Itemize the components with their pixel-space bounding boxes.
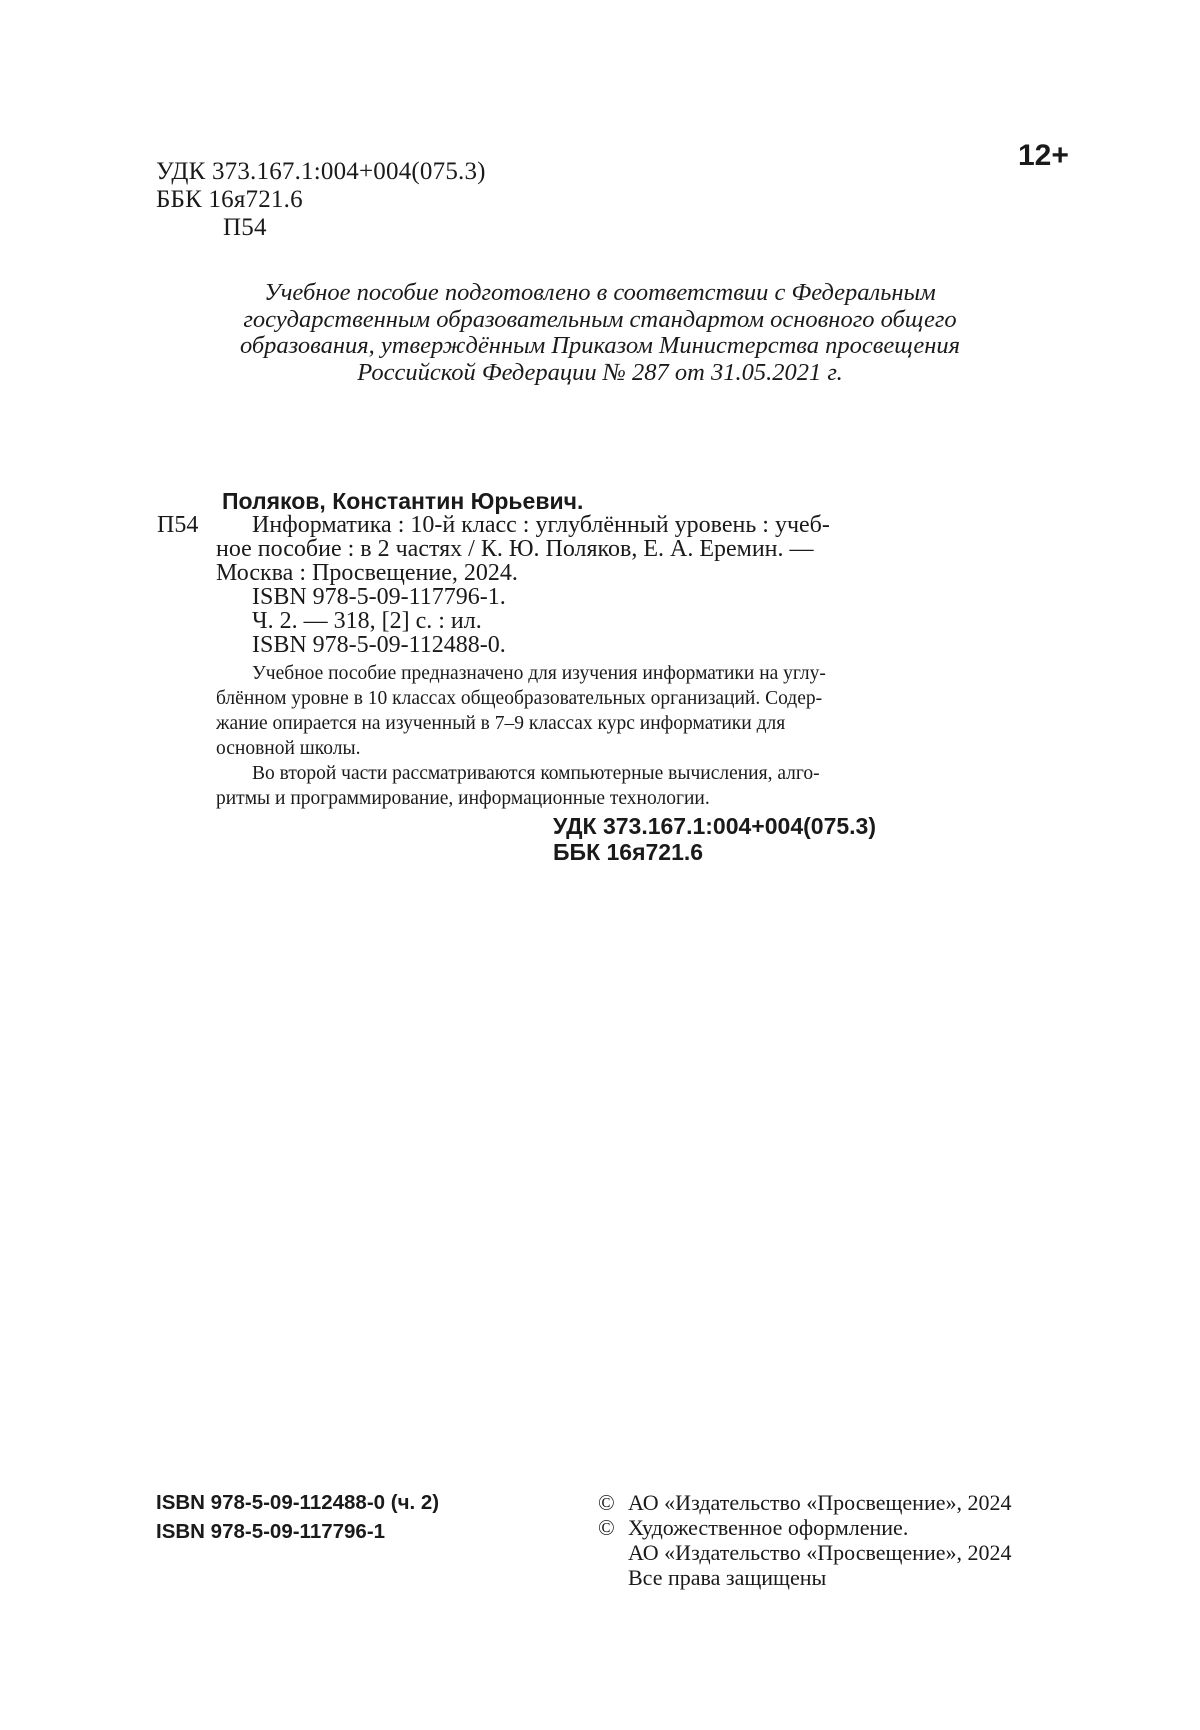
statement-line: Российской Федерации № 287 от 31.05.2021 г. [357, 358, 843, 386]
statement-line: образования, утверждённым Приказом Министерства просвещения [239, 332, 961, 359]
standard-compliance-statement [150, 280, 1050, 386]
card-annotation-line: ритмы и программирование, информационные технологии. [216, 788, 710, 809]
age-rating-badge: 12+ [1018, 139, 1069, 172]
card-annotation-line: жание опирается на изученный в 7–9 классах курс информатики для [216, 713, 786, 734]
copyright-text: АО «Издательство «Просвещение», 2024 [628, 1490, 1012, 1515]
card-bbk: ББК 16я721.6 [553, 839, 704, 865]
card-title-line: Информатика : 10-й класс : углублённый уровень : учеб- [252, 512, 830, 538]
copyright-line [598, 1515, 908, 1540]
card-title-line: Москва : Просвещение, 2024. [216, 560, 518, 586]
author-mark: П54 [223, 214, 267, 241]
card-annotation-line: блённом уровне в 10 классах общеобразовательных организаций. Содер- [216, 688, 823, 709]
copyright-line [598, 1490, 1012, 1515]
footer-isbn-common: ISBN 978-5-09-117796-1 [156, 1520, 386, 1543]
copyright-line: АО «Издательство «Просвещение», 2024 [628, 1540, 1012, 1565]
card-udk: УДК 373.167.1:004+004(075.3) [553, 813, 876, 839]
copyright-icon: © [598, 1490, 615, 1515]
card-annotation-line: Учебное пособие предназначено для изучения информатики на углу- [252, 663, 826, 684]
statement-line: Учебное пособие подготовлено в соответствии с Федеральным [264, 279, 936, 306]
copyright-icon: © [598, 1515, 615, 1540]
card-author-mark: П54 [157, 512, 199, 538]
card-isbn-common: ISBN 978-5-09-117796-1. [252, 584, 506, 610]
card-annotation-line: Во второй части рассматриваются компьютерные вычисления, алго- [252, 763, 820, 784]
card-part-info: Ч. 2. — 318, [2] с. : ил. [252, 608, 482, 634]
rights-reserved: Все права защищены [628, 1565, 827, 1590]
card-isbn-part: ISBN 978-5-09-112488-0. [252, 632, 506, 658]
copyright-text: Художественное оформление. [628, 1515, 909, 1540]
card-author: Поляков, Константин Юрьевич. [222, 488, 584, 514]
footer-isbn-part: ISBN 978-5-09-112488-0 (ч. 2) [156, 1491, 440, 1514]
card-title-line: ное пособие : в 2 частях / К. Ю. Поляков, Е. А. Еремин. — [216, 536, 814, 562]
bbk-code: ББК 16я721.6 [156, 186, 303, 213]
statement-line: государственным образовательным стандартом основного общего [243, 305, 957, 333]
card-annotation-line: основной школы. [216, 738, 361, 759]
udk-code: УДК 373.167.1:004+004(075.3) [156, 158, 486, 185]
